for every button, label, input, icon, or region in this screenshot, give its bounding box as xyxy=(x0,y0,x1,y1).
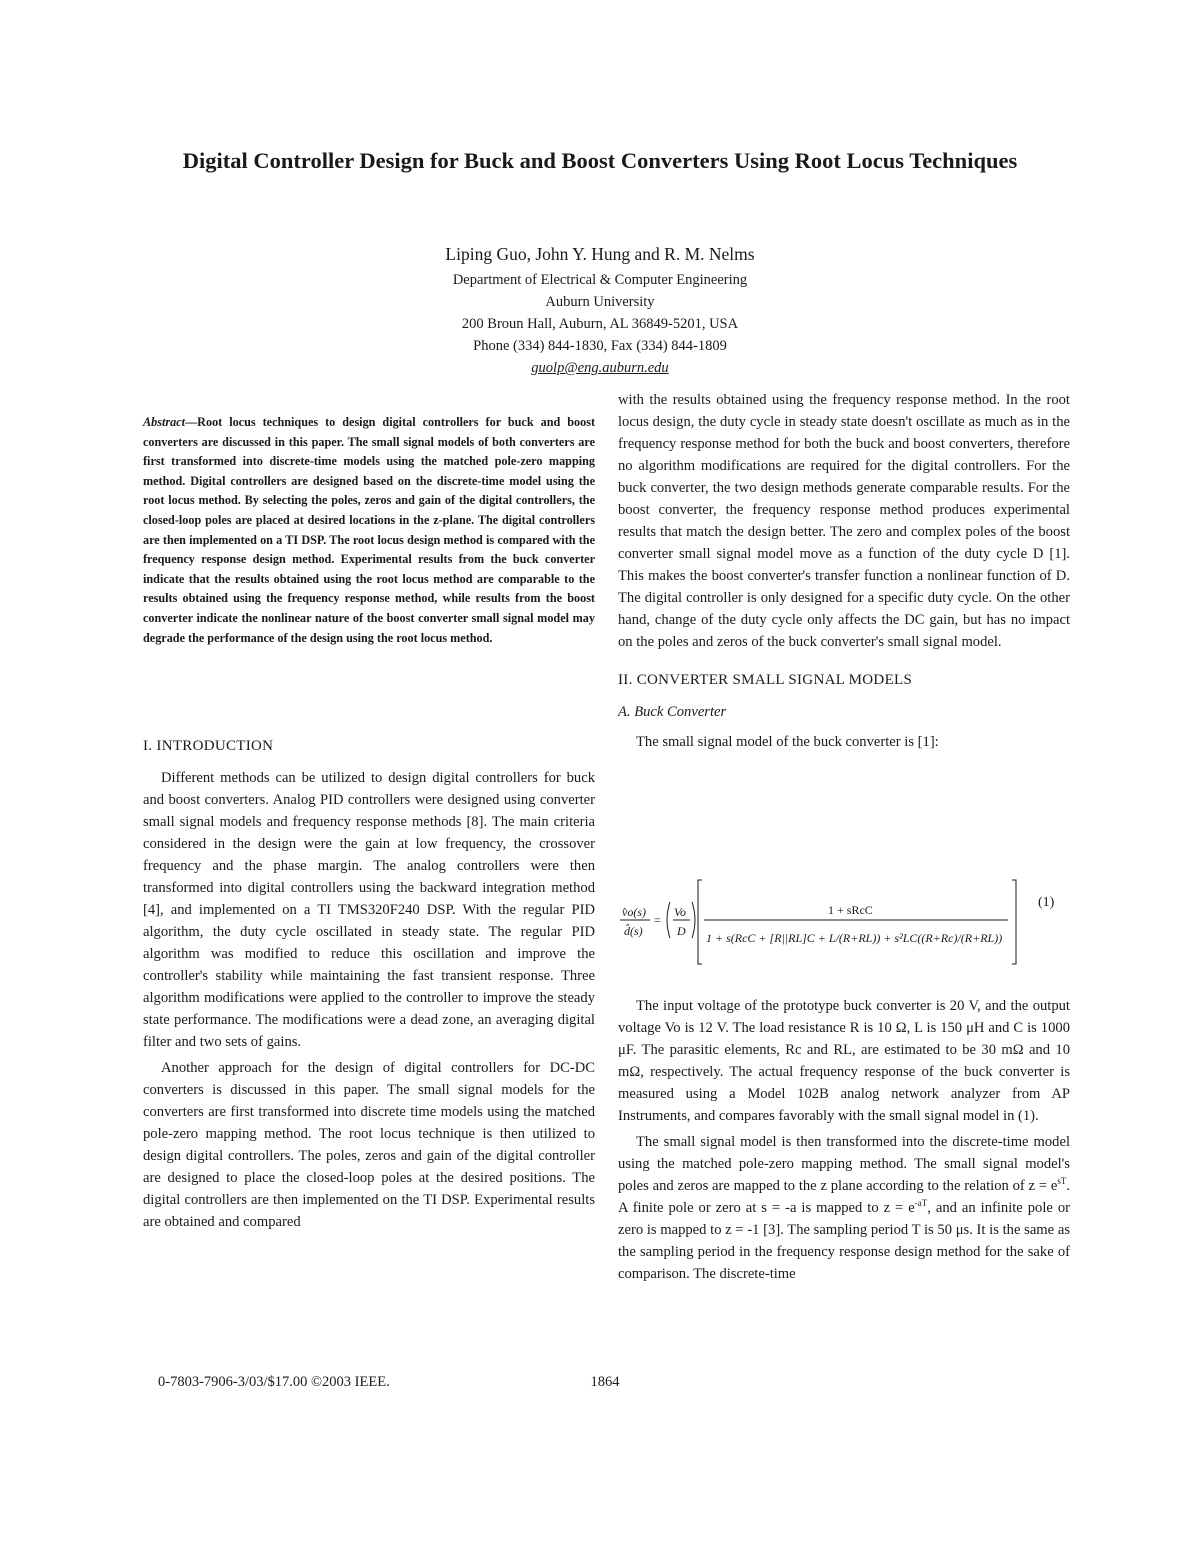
equation-number: (1) xyxy=(1038,895,1055,910)
affiliation-department: Department of Electrical & Computer Engineering xyxy=(452,272,748,288)
buck-p3-superscript-1: sT xyxy=(1057,1176,1067,1187)
eq-right-paren xyxy=(692,902,695,938)
eq-equals: = xyxy=(654,913,661,927)
eq-numerator-vo: v̂o(s) xyxy=(622,905,646,919)
abstract xyxy=(143,413,595,648)
buck-intro-sentence: The small signal model of the buck converter is [1]: xyxy=(636,734,939,750)
buck-paragraph-2: The input voltage of the prototype buck converter is 20 V, and the output voltage Vo is 12 V. The load resistance R is 10 Ω, L is 150 μH and C is 1000 μF. The parasitic elements, Rc and RL, are estimated to be 30 mΩ and 10 mΩ, respectively. The actual frequency response of the buck converter is measured using a Model 102B analog network analyzer from AP Instruments, and compares favorably with the small signal model in (1). xyxy=(618,998,1070,1124)
right-column-top xyxy=(618,389,1070,757)
intro-paragraph-1: Different methods can be utilized to design digital controllers for buck and boost converters. Analog PID controllers were designed using converter small signal models and frequency response methods [8]. The main criteria considered in the design were the gain at low frequency, the crossover frequency and the phase margin. The analog controllers were then transformed into digital controllers using the backward integration method [4], and implemented on a TI TMS320F240 DSP. With the regular PID algorithm, the duty cycle oscillated in steady state. The regular PID algorithm was modified to reduce this oscillation and improve the controller's stability while maintaining the fast transient response. Three algorithm modifications were applied to the controller to improve the steady state performance. The modifications were a dead zone, an averaging digital filter and two sets of gains. xyxy=(143,770,595,1050)
eq-right-bracket xyxy=(1012,880,1016,964)
affiliation-phone: Phone (334) 844-1830, Fax (334) 844-1809 xyxy=(473,338,727,354)
subsection-heading-buck: A. Buck Converter xyxy=(618,704,727,720)
equation-1 xyxy=(618,872,1070,972)
right-paragraph-1: with the results obtained using the frequency response method. In the root locus design, the duty cycle in steady state doesn't oscillate as much as in the frequency response method for both the buck and boost converters, therefore no algorithm modifications are required for the digital controllers. For the buck converter, the two design methods generate comparable results. For the boost converter, the frequency response method produces experimental results that match the design better. The zero and complex poles of the boost converter small signal model move as a function of the duty cycle D [1]. This makes the boost converter's transfer function a nonlinear function of D. The digital controller is only designed for a specific duty cycle. On the other hand, change of the duty cycle only affects the DC gain, but has no impact on the poles and zeros of the buck converter's small signal model. xyxy=(618,392,1070,650)
abstract-text: —Root locus techniques to design digital controllers for buck and boost converters are discussed in this paper. The small signal models of both converters are first transformed into discrete-time models using the matched pole-zero mapping method. Digital controllers are designed based on the discrete-time model using the root locus method. By selecting the poles, zeros and gain of the digital controllers, the closed-loop poles are placed at desired locations in the z-plane. The digital controllers are then implemented on a TI DSP. The root locus design method is compared with the frequency response design method. Experimental results from the buck converter indicate that the results obtained using the root locus method are comparable to the results obtained using the frequency response method, while results from the boost converter indicate the nonlinear nature of the boost converter small signal model may degrade the performance of the design using the root locus method. xyxy=(143,415,595,645)
section-heading-introduction: I. INTRODUCTION xyxy=(143,738,274,754)
eq-denominator-d: d̂(s) xyxy=(624,924,643,938)
affiliation-block xyxy=(300,269,900,379)
buck-p3-superscript-2: -aT xyxy=(914,1198,928,1209)
eq-numerator: 1 + sRcC xyxy=(828,903,873,917)
eq-d: D xyxy=(677,924,686,938)
affiliation-address: 200 Broun Hall, Auburn, AL 36849-5201, USA xyxy=(461,316,739,332)
buck-p3-part-c: , and an infinite pole or zero is mapped to z = -1 [3]. The sampling period T is 50 μs. It is the same as the sampling period in the frequency response design method for the sake of comparison. The discrete-time xyxy=(618,1200,1071,1282)
affiliation-university: Auburn University xyxy=(545,294,655,310)
author-email-link[interactable]: guolp@eng.auburn.edu xyxy=(531,360,669,376)
eq-left-paren xyxy=(667,902,670,938)
buck-p3-part-a: The small signal model is then transformed into the discrete-time model using the matched pole-zero mapping method. The small signal model's poles and zeros are mapped to the z plane according to the relation of z = e xyxy=(618,1134,1070,1194)
eq-left-bracket xyxy=(698,880,702,964)
buck-transfer-function-equation xyxy=(618,872,1070,972)
eq-vo: Vo xyxy=(674,905,686,919)
section-heading-small-signal-models: II. CONVERTER SMALL SIGNAL MODELS xyxy=(618,672,913,688)
abstract-label: Abstract xyxy=(143,415,185,429)
page-number: 1864 xyxy=(590,1374,620,1390)
paper-title: Digital Controller Design for Buck and Boost Converters Using Root Locus Techniques xyxy=(182,148,1018,173)
buck-p3-part-b: . A finite pole or zero at s = -a is mapped to z = e xyxy=(618,1178,1070,1216)
footer-copyright: 0-7803-7906-3/03/$17.00 ©2003 IEEE. xyxy=(158,1374,390,1390)
intro-paragraph-2: Another approach for the design of digital controllers for DC-DC converters is discussed in this paper. The small signal models for the converters are first transformed into discrete time models using the matched pole-zero mapping method. The root locus technique is then utilized to design digital controllers. The poles, zeros and gain of the digital controller are designed to place the closed-loop poles at the desired positions. The digital controllers are then implemented on the TI DSP. Experimental results are obtained and compared xyxy=(143,1060,595,1230)
buck-paragraph-3 xyxy=(618,1131,1070,1285)
author-list: Liping Guo, John Y. Hung and R. M. Nelms xyxy=(445,244,755,264)
right-column-bottom xyxy=(618,995,1070,1289)
eq-denominator: 1 + s(RcC + [R||RL]C + L/(R+RL)) + s²LC((R+Rc)/(R+RL)) xyxy=(706,931,1003,945)
left-column-body xyxy=(143,735,595,1237)
